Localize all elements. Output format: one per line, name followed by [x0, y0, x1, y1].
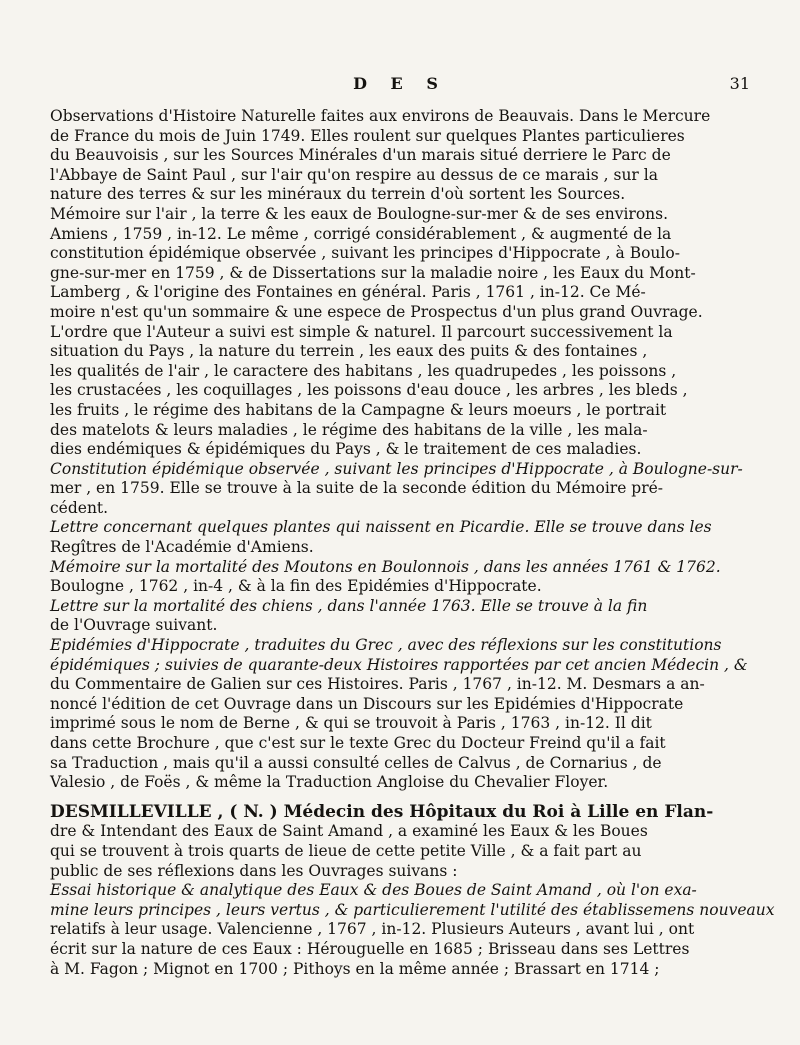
text-line: qui se trouvent à trois quarts de lieue de cette petite Ville , & a fait part au [50, 841, 642, 860]
main-text-block [50, 107, 775, 979]
entry-title-line: Lettre sur la mortalité des chiens , dans l'année 1763. Elle se trouve à la fin [50, 596, 648, 615]
entry-title-line: Essai historique & analytique des Eaux & des Boues de Saint Amand , où l'on exa- [50, 881, 697, 900]
text-line: dies endémiques & épidémiques du Pays , & le traitement de ces maladies. [50, 440, 642, 459]
text-line: cédent. [50, 498, 109, 517]
text-line: Regîtres de l'Académie d'Amiens. [50, 538, 314, 557]
text-line: Lamberg , & l'origine des Fontaines en général. Paris , 1761 , in-12. Ce Mé- [50, 283, 646, 302]
entry-title-line: Lettre concernant quelques plantes qui naissent en Picardie. Elle se trouve dans les [50, 518, 712, 537]
text-line: de France du mois de Juin 1749. Elles roulent sur quelques Plantes particulieres [50, 126, 685, 145]
text-line: relatifs à leur usage. Valencienne , 1767 , in-12. Plusieurs Auteurs , avant lui , ont [50, 920, 695, 939]
entry-title-line: épidémiques ; suivies de quarante-deux Histoires rapportées par cet ancien Médecin , & [50, 655, 748, 674]
entry-title-line: Mémoire sur la mortalité des Moutons en Boulonnois , dans les années 1761 & 1762. [50, 557, 721, 576]
text-line: dans cette Brochure , que c'est sur le texte Grec du Docteur Freind qu'il a fait [50, 734, 666, 752]
text-line: constitution épidémique observée , suivant les principes d'Hippocrate , à Boulo- [50, 244, 680, 263]
text-line: Amiens , 1759 , in-12. Le même , corrigé considérablement , & augmenté de la [50, 224, 672, 243]
text-line: Boulogne , 1762 , in-4 , & à la fin des Epidémies d'Hippocrate. [50, 577, 542, 596]
text-line: mer , en 1759. Elle se trouve à la suite de la seconde édition du Mémoire pré- [50, 479, 664, 498]
text-line: de l'Ouvrage suivant. [50, 616, 218, 635]
text-line: sa Traduction , mais qu'il a aussi consulté celles de Calvus , de Cornarius , de [50, 753, 662, 772]
entry-title-line: Epidémies d'Hippocrate , traduites du Grec , avec des réflexions sur les constitutions [50, 636, 722, 655]
text-line: situation du Pays , la nature du terrein , les eaux des puits & des fontaines , [50, 342, 648, 361]
text-line: nature des terres & sur les minéraux du terrein d'où sortent les Sources. [50, 185, 626, 204]
text-line: les qualités de l'air , le caractere des habitans , les quadrupedes , les poissons , [50, 361, 677, 380]
text-line: dre & Intendant des Eaux de Saint Amand , a examiné les Eaux & les Boues [50, 822, 648, 841]
text-line: Valesio , de Foës , & même la Traduction Angloise du Chevalier Floyer. [50, 773, 609, 792]
text-line: les crustacées , les coquillages , les poissons d'eau douce , les arbres , les bleds , [50, 381, 688, 400]
text-line: Observations d'Histoire Naturelle faites aux environs de Beauvais. Dans le Mercure [50, 107, 711, 125]
text-line: à M. Fagon ; Mignot en 1700 ; Pithoys en la même année ; Brassart en 1714 ; [50, 959, 660, 978]
page-number: 31 [729, 74, 750, 93]
text-line: l'Abbaye de Saint Paul , sur l'air qu'on respire au dessus de ce marais , sur la [50, 165, 658, 184]
author-entry-line: DESMILLEVILLE , ( N. ) Médecin des Hôpitaux du Roi à Lille en Flan- [50, 801, 714, 822]
text-line: Mémoire sur l'air , la terre & les eaux de Boulogne-sur-mer & de ses environs. [50, 204, 669, 223]
entry-title-line: mine leurs principes , leurs vertus , & particulierement l'utilité des établissemens nouveaux [50, 900, 775, 919]
text-line: public de ses réflexions dans les Ouvrages suivans : [50, 861, 458, 880]
text-line: du Beauvoisis , sur les Sources Minérales d'un marais situé derriere le Parc de [50, 146, 671, 165]
text-line: gne-sur-mer en 1759 , & de Dissertations sur la maladie noire , les Eaux du Mont- [50, 263, 696, 282]
text-line: les fruits , le régime des habitans de la Campagne & leurs moeurs , le portrait [50, 400, 667, 419]
running-title: D E S [353, 74, 447, 93]
text-line: moire n'est qu'un sommaire & une espece de Prospectus d'un plus grand Ouvrage. [50, 302, 703, 321]
text-line: des matelots & leurs maladies , le régime des habitans de la ville , les mala- [50, 420, 648, 439]
entry-title-line: Constitution épidémique observée , suivant les principes d'Hippocrate , à Boulogne-sur- [50, 459, 743, 478]
text-line: imprimé sous le nom de Berne , & qui se trouvoit à Paris , 1763 , in-12. Il dit [50, 714, 652, 733]
text-line: écrit sur la nature de ces Eaux : Hérouguelle en 1685 ; Brisseau dans ses Lettres [50, 939, 690, 958]
text-line: L'ordre que l'Auteur a suivi est simple & naturel. Il parcourt successivement la [50, 322, 673, 341]
text-line: du Commentaire de Galien sur ces Histoires. Paris , 1767 , in-12. M. Desmars a an- [50, 675, 705, 694]
text-line: noncé l'édition de cet Ouvrage dans un Discours sur les Epidémies d'Hippocrate [50, 694, 684, 713]
